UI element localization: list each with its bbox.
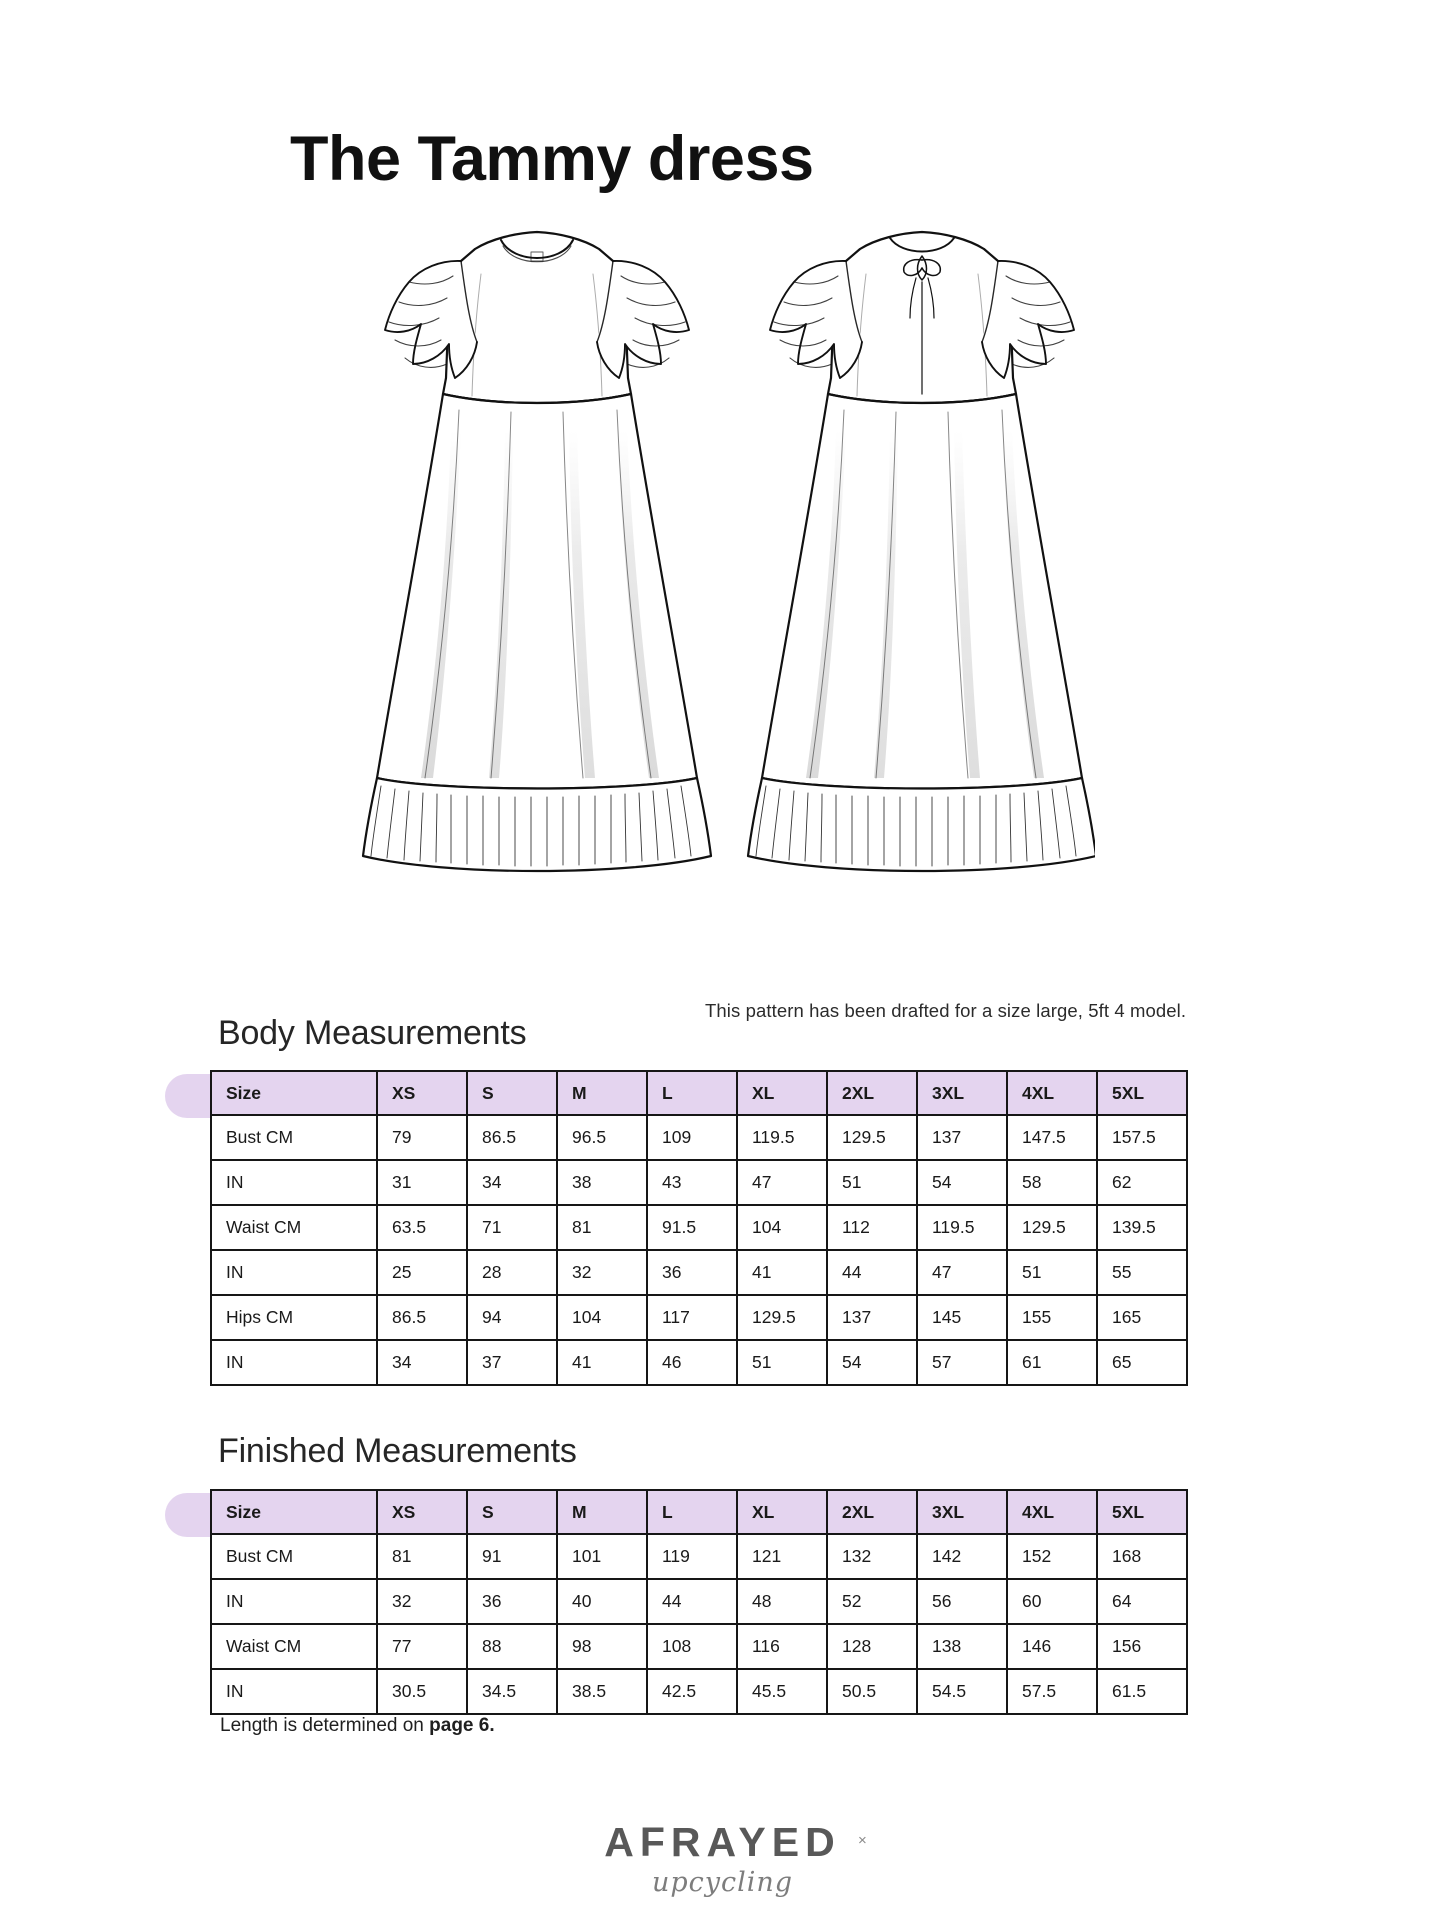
measurement-cell: 156 bbox=[1097, 1624, 1187, 1669]
length-note-text: Length is determined on bbox=[220, 1715, 430, 1736]
column-header-2xl: 2XL bbox=[827, 1490, 917, 1534]
body-measurements-heading: Body Measurements bbox=[218, 1014, 527, 1052]
measurement-cell: 61 bbox=[1007, 1340, 1097, 1385]
measurement-cell: 56 bbox=[917, 1579, 1007, 1624]
measurement-cell: 41 bbox=[737, 1250, 827, 1295]
measurement-cell: 86.5 bbox=[467, 1115, 557, 1160]
measurement-cell: 109 bbox=[647, 1115, 737, 1160]
dress-back-technical-flat bbox=[748, 232, 1095, 871]
column-header-4xl: 4XL bbox=[1007, 1490, 1097, 1534]
measurement-cell: 137 bbox=[917, 1115, 1007, 1160]
row-label: Waist CM bbox=[211, 1624, 377, 1669]
measurement-cell: 54.5 bbox=[917, 1669, 1007, 1714]
row-label: Bust CM bbox=[211, 1534, 377, 1579]
measurement-cell: 94 bbox=[467, 1295, 557, 1340]
measurement-cell: 81 bbox=[377, 1534, 467, 1579]
table-row bbox=[211, 1295, 1187, 1340]
measurement-cell: 155 bbox=[1007, 1295, 1097, 1340]
measurement-cell: 32 bbox=[557, 1250, 647, 1295]
measurement-cell: 139.5 bbox=[1097, 1205, 1187, 1250]
measurement-cell: 32 bbox=[377, 1579, 467, 1624]
measurement-cell: 157.5 bbox=[1097, 1115, 1187, 1160]
measurement-cell: 145 bbox=[917, 1295, 1007, 1340]
measurement-cell: 81 bbox=[557, 1205, 647, 1250]
measurement-cell: 65 bbox=[1097, 1340, 1187, 1385]
measurement-cell: 45.5 bbox=[737, 1669, 827, 1714]
column-header-xs: XS bbox=[377, 1071, 467, 1115]
measurement-cell: 34.5 bbox=[467, 1669, 557, 1714]
brand-cross-icon: × bbox=[857, 1832, 867, 1849]
measurement-cell: 42.5 bbox=[647, 1669, 737, 1714]
brand-tagline: upcycling bbox=[651, 1867, 794, 1898]
column-header-3xl: 3XL bbox=[917, 1071, 1007, 1115]
row-label: IN bbox=[211, 1250, 377, 1295]
measurement-cell: 40 bbox=[557, 1579, 647, 1624]
measurement-cell: 119.5 bbox=[737, 1115, 827, 1160]
measurement-cell: 132 bbox=[827, 1534, 917, 1579]
measurement-cell: 30.5 bbox=[377, 1669, 467, 1714]
footer-logo bbox=[0, 1819, 1445, 1898]
measurement-cell: 138 bbox=[917, 1624, 1007, 1669]
row-label: IN bbox=[211, 1160, 377, 1205]
measurement-cell: 121 bbox=[737, 1534, 827, 1579]
measurement-cell: 116 bbox=[737, 1624, 827, 1669]
brand-wordmark bbox=[604, 1819, 867, 1865]
table-row bbox=[211, 1669, 1187, 1714]
measurement-cell: 129.5 bbox=[827, 1115, 917, 1160]
column-header-5xl: 5XL bbox=[1097, 1490, 1187, 1534]
measurement-cell: 104 bbox=[557, 1295, 647, 1340]
measurement-cell: 104 bbox=[737, 1205, 827, 1250]
measurement-cell: 117 bbox=[647, 1295, 737, 1340]
measurement-cell: 62 bbox=[1097, 1160, 1187, 1205]
column-header-xl: XL bbox=[737, 1490, 827, 1534]
column-header-2xl: 2XL bbox=[827, 1071, 917, 1115]
dress-illustration bbox=[355, 230, 1095, 975]
measurement-cell: 50.5 bbox=[827, 1669, 917, 1714]
measurement-cell: 86.5 bbox=[377, 1295, 467, 1340]
table-header-row bbox=[211, 1071, 1187, 1115]
measurement-cell: 34 bbox=[467, 1160, 557, 1205]
column-header-s: S bbox=[467, 1490, 557, 1534]
measurement-cell: 38.5 bbox=[557, 1669, 647, 1714]
measurement-cell: 25 bbox=[377, 1250, 467, 1295]
measurement-cell: 129.5 bbox=[1007, 1205, 1097, 1250]
measurement-cell: 91.5 bbox=[647, 1205, 737, 1250]
measurement-cell: 168 bbox=[1097, 1534, 1187, 1579]
measurement-cell: 112 bbox=[827, 1205, 917, 1250]
model-note: This pattern has been drafted for a size large, 5ft 4 model. bbox=[705, 1000, 1187, 1021]
column-header-m: M bbox=[557, 1071, 647, 1115]
measurement-cell: 44 bbox=[647, 1579, 737, 1624]
measurement-cell: 47 bbox=[917, 1250, 1007, 1295]
length-note bbox=[220, 1715, 495, 1737]
measurement-cell: 37 bbox=[467, 1340, 557, 1385]
table-row bbox=[211, 1160, 1187, 1205]
measurement-cell: 98 bbox=[557, 1624, 647, 1669]
measurement-cell: 147.5 bbox=[1007, 1115, 1097, 1160]
table-row bbox=[211, 1534, 1187, 1579]
table-header-row bbox=[211, 1490, 1187, 1534]
measurement-cell: 58 bbox=[1007, 1160, 1097, 1205]
measurement-cell: 46 bbox=[647, 1340, 737, 1385]
measurement-cell: 108 bbox=[647, 1624, 737, 1669]
length-note-page-ref: page 6. bbox=[429, 1715, 495, 1736]
measurement-cell: 36 bbox=[467, 1579, 557, 1624]
finished-measurements-table-wrap bbox=[210, 1489, 1188, 1715]
measurement-cell: 119 bbox=[647, 1534, 737, 1579]
measurement-cell: 146 bbox=[1007, 1624, 1097, 1669]
measurement-cell: 91 bbox=[467, 1534, 557, 1579]
measurement-cell: 48 bbox=[737, 1579, 827, 1624]
column-header-5xl: 5XL bbox=[1097, 1071, 1187, 1115]
row-label: IN bbox=[211, 1669, 377, 1714]
table-row bbox=[211, 1115, 1187, 1160]
column-header-s: S bbox=[467, 1071, 557, 1115]
column-header-size: Size bbox=[211, 1490, 377, 1534]
measurement-cell: 34 bbox=[377, 1340, 467, 1385]
measurement-cell: 36 bbox=[647, 1250, 737, 1295]
column-header-xs: XS bbox=[377, 1490, 467, 1534]
measurement-cell: 165 bbox=[1097, 1295, 1187, 1340]
row-label: IN bbox=[211, 1579, 377, 1624]
row-label: Hips CM bbox=[211, 1295, 377, 1340]
measurement-cell: 51 bbox=[737, 1340, 827, 1385]
measurement-cell: 43 bbox=[647, 1160, 737, 1205]
measurement-cell: 38 bbox=[557, 1160, 647, 1205]
measurement-cell: 57.5 bbox=[1007, 1669, 1097, 1714]
column-header-4xl: 4XL bbox=[1007, 1071, 1097, 1115]
measurement-cell: 51 bbox=[1007, 1250, 1097, 1295]
body-measurements-table-wrap bbox=[210, 1070, 1188, 1386]
measurement-cell: 129.5 bbox=[737, 1295, 827, 1340]
measurement-cell: 137 bbox=[827, 1295, 917, 1340]
column-header-xl: XL bbox=[737, 1071, 827, 1115]
measurement-cell: 79 bbox=[377, 1115, 467, 1160]
measurement-cell: 54 bbox=[917, 1160, 1007, 1205]
column-header-3xl: 3XL bbox=[917, 1490, 1007, 1534]
brand-name: AFRAYED bbox=[604, 1819, 841, 1865]
measurement-cell: 51 bbox=[827, 1160, 917, 1205]
measurement-cell: 41 bbox=[557, 1340, 647, 1385]
body-measurements-table bbox=[210, 1070, 1188, 1386]
table-row bbox=[211, 1340, 1187, 1385]
measurement-cell: 77 bbox=[377, 1624, 467, 1669]
measurement-cell: 52 bbox=[827, 1579, 917, 1624]
measurement-cell: 64 bbox=[1097, 1579, 1187, 1624]
measurement-cell: 71 bbox=[467, 1205, 557, 1250]
measurement-cell: 152 bbox=[1007, 1534, 1097, 1579]
measurement-cell: 47 bbox=[737, 1160, 827, 1205]
measurement-cell: 88 bbox=[467, 1624, 557, 1669]
finished-measurements-heading: Finished Measurements bbox=[218, 1432, 577, 1470]
column-header-l: L bbox=[647, 1490, 737, 1534]
finished-measurements-table bbox=[210, 1489, 1188, 1715]
page-title: The Tammy dress bbox=[290, 124, 814, 194]
measurement-cell: 101 bbox=[557, 1534, 647, 1579]
column-header-l: L bbox=[647, 1071, 737, 1115]
measurement-cell: 63.5 bbox=[377, 1205, 467, 1250]
measurement-cell: 60 bbox=[1007, 1579, 1097, 1624]
measurement-cell: 28 bbox=[467, 1250, 557, 1295]
measurement-cell: 61.5 bbox=[1097, 1669, 1187, 1714]
table-row bbox=[211, 1205, 1187, 1250]
measurement-cell: 119.5 bbox=[917, 1205, 1007, 1250]
column-header-size: Size bbox=[211, 1071, 377, 1115]
measurement-cell: 55 bbox=[1097, 1250, 1187, 1295]
row-label: Bust CM bbox=[211, 1115, 377, 1160]
measurement-cell: 31 bbox=[377, 1160, 467, 1205]
row-label: Waist CM bbox=[211, 1205, 377, 1250]
table-row bbox=[211, 1250, 1187, 1295]
measurement-cell: 128 bbox=[827, 1624, 917, 1669]
table-row bbox=[211, 1624, 1187, 1669]
measurement-cell: 142 bbox=[917, 1534, 1007, 1579]
column-header-m: M bbox=[557, 1490, 647, 1534]
measurement-cell: 57 bbox=[917, 1340, 1007, 1385]
measurement-cell: 44 bbox=[827, 1250, 917, 1295]
table-row bbox=[211, 1579, 1187, 1624]
measurement-cell: 96.5 bbox=[557, 1115, 647, 1160]
row-label: IN bbox=[211, 1340, 377, 1385]
measurement-cell: 54 bbox=[827, 1340, 917, 1385]
dress-front-technical-flat bbox=[363, 232, 711, 871]
